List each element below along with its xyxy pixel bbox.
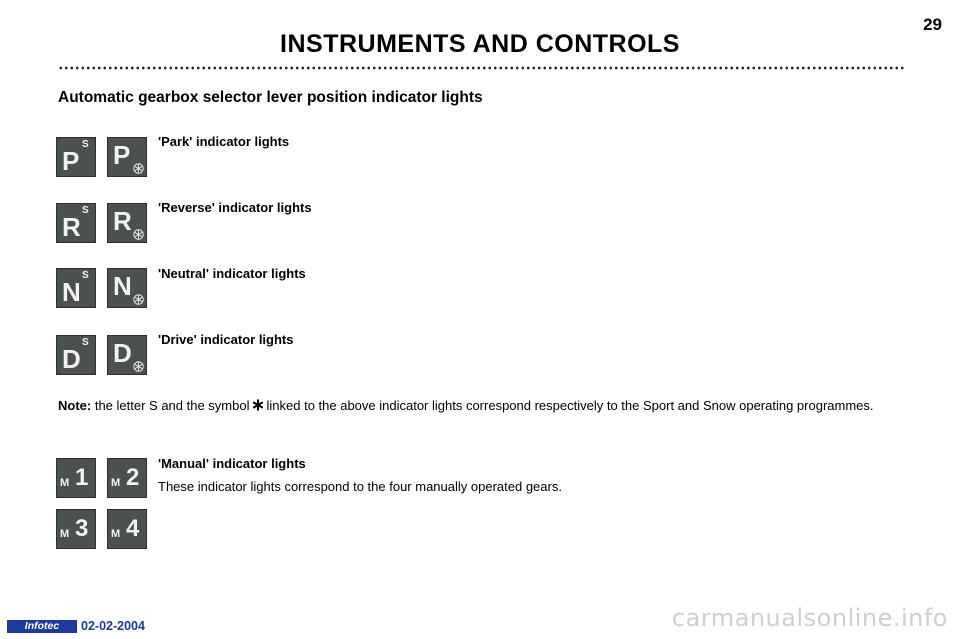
indicator-park-sport bbox=[56, 137, 96, 177]
manual-m: M bbox=[111, 477, 121, 489]
sport-mark: S bbox=[82, 139, 89, 150]
indicator-reverse-sport bbox=[56, 203, 96, 243]
sport-mark: S bbox=[82, 205, 89, 216]
lamp-letter: N bbox=[62, 277, 80, 307]
label-drive: 'Drive' indicator lights bbox=[158, 332, 294, 347]
watermark: carmanualsonline.info bbox=[671, 604, 948, 632]
page-number: 29 bbox=[923, 15, 942, 34]
page-title: INSTRUMENTS AND CONTROLS bbox=[280, 30, 680, 58]
indicator-drive-snow bbox=[107, 335, 147, 375]
lamp-letter: D bbox=[62, 344, 80, 374]
manual-description: These indicator lights correspond to the four manually operated gears. bbox=[158, 479, 562, 494]
snowflake-icon bbox=[133, 163, 144, 174]
manual-m: M bbox=[60, 528, 70, 540]
manual-m: M bbox=[111, 528, 121, 540]
manual-gear-number: 4 bbox=[126, 515, 140, 542]
section-heading: Automatic gearbox selector lever position indicator lights bbox=[58, 89, 483, 106]
indicator-m2 bbox=[107, 458, 147, 498]
lamp-letter: D bbox=[113, 338, 131, 368]
sport-mark: S bbox=[82, 337, 89, 348]
snowflake-icon bbox=[133, 361, 144, 372]
note-prefix: Note: bbox=[58, 398, 92, 413]
label-park: 'Park' indicator lights bbox=[158, 134, 290, 149]
indicator-neutral-snow bbox=[107, 268, 147, 308]
label-reverse: 'Reverse' indicator lights bbox=[158, 200, 312, 215]
snowflake-icon bbox=[133, 229, 144, 240]
lamp-letter: P bbox=[113, 140, 130, 170]
indicator-drive-sport bbox=[56, 335, 96, 375]
indicator-neutral-sport bbox=[56, 268, 96, 308]
lamp-letter: R bbox=[62, 212, 80, 242]
manual-gear-number: 3 bbox=[75, 515, 89, 542]
indicator-m1 bbox=[56, 458, 96, 498]
indicator-reverse-snow bbox=[107, 203, 147, 243]
note-text-after: linked to the above indicator lights correspond respectively to the Sport and Snow operating programmes. bbox=[266, 398, 874, 413]
manual-gear-number: 1 bbox=[75, 464, 89, 491]
note-paragraph bbox=[58, 399, 904, 413]
note-text-before: the letter S and the symbol bbox=[94, 398, 250, 413]
indicator-m3 bbox=[56, 509, 96, 549]
label-neutral: 'Neutral' indicator lights bbox=[158, 266, 306, 281]
label-manual: 'Manual' indicator lights bbox=[158, 456, 306, 471]
snowflake-icon bbox=[252, 399, 264, 411]
sport-mark: S bbox=[82, 270, 89, 281]
infotec-logo: Infotec bbox=[7, 620, 77, 633]
snowflake-icon bbox=[133, 294, 144, 305]
manual-gear-number: 2 bbox=[126, 464, 140, 491]
manual-m: M bbox=[60, 477, 70, 489]
indicator-park-snow bbox=[107, 137, 147, 177]
lamp-letter: P bbox=[62, 146, 79, 176]
lamp-letter: R bbox=[113, 206, 131, 236]
dotted-rule bbox=[58, 66, 904, 70]
indicator-m4 bbox=[107, 509, 147, 549]
footer-date: 02-02-2004 bbox=[81, 619, 145, 633]
lamp-letter: N bbox=[113, 271, 131, 301]
